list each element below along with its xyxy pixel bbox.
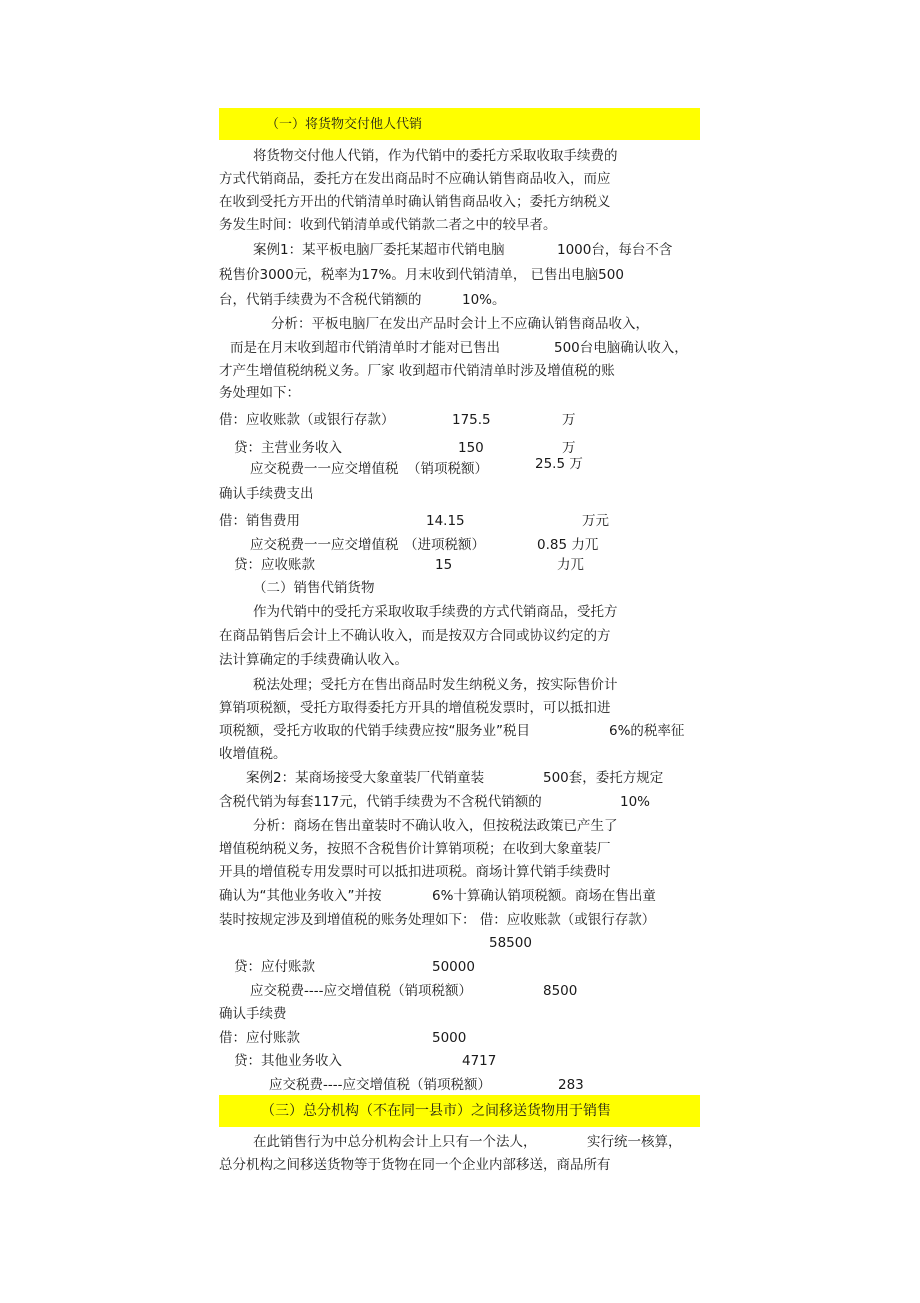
section3-heading: （三）总分机构（不在同一县市）之间移送货物用于销售 [261,1103,611,1119]
entry3-tax-label: 应交税费----应交增值税（销项税额） [250,983,472,999]
entry1-credit-unit: 万 [562,440,576,456]
case2-line1a: 案例2：某商场接受大象童装厂代销童装 [246,770,485,786]
analysis1-line1: 分析：平板电脑厂在发出产品时会计上不应确认销售商品收入， [271,316,649,332]
section1-para-line2: 方式代销商品，委托方在发出商品时不应确认销售商品收入，而应 [219,171,611,187]
entry3-credit-label: 贷：应付账款 [234,959,315,975]
analysis1-line2b: 500台电脑确认收入， [554,340,688,356]
section2-para2-line2: 算销项税额，受托方取得委托方开具的增值税发票时，可以抵扣进 [219,700,611,716]
analysis2-line4b: 6%十算确认销项税额。商场在售出童 [432,888,656,904]
section1-heading: （一）将货物交付他人代销 [266,117,423,132]
entry3-tax-amount: 8500 [543,983,578,999]
entry1-tax-label: 应交税费一一应交增值税 [250,461,399,477]
case2-line2a: 含税代销为每套117元，代销手续费为不含税代销额的 [219,794,542,810]
case1-line3b: 10%。 [462,292,506,308]
section1-para-line1: 将货物交付他人代销，作为代销中的委托方采取收取手续费的 [253,148,618,164]
entry4-tax-amount: 283 [558,1077,584,1093]
entry1-credit-amount: 150 [458,440,484,456]
case1-line3a: 台，代销手续费为不含税代销额的 [219,292,422,308]
entry2-credit-label: 贷：应收账款 [234,557,315,573]
analysis2-line3: 开具的增值税专用发票时可以抵扣进项税。商场计算代销手续费时 [219,864,611,880]
entry1-debit-unit: 万 [562,412,576,428]
analysis2-line5: 装时按规定涉及到增值税的账务处理如下： 借：应收账款（或银行存款） [219,912,656,928]
entry4-credit-amount: 4717 [462,1053,497,1069]
analysis1-line2a: 而是在月末收到超市代销清单时才能对已售出 [230,340,500,356]
section2-para1-line3: 法计算确定的手续费确认收入。 [219,652,408,668]
section2-para1-line1: 作为代销中的受托方采取收取手续费的方式代销商品，受托方 [253,604,618,620]
entry2-credit-amount: 15 [435,557,453,573]
case1-line1b: 1000台，每台不含 [557,242,673,258]
section2-para2-line3b: 6%的税率征 [609,723,685,739]
section2-para2-line4: 收增值税。 [219,746,287,762]
entry2-debit-amount: 14.15 [426,513,465,529]
entry2-tax-amount: 0.85 力兀 [537,537,599,553]
entry4-debit-label: 借：应付账款 [219,1030,300,1046]
fee2-title: 确认手续费 [219,1006,287,1022]
analysis2-line1: 分析：商场在售出童装时不确认收入，但按税法政策已产生了 [253,818,618,834]
case2-line1b: 500套，委托方规定 [543,770,664,786]
case1-line1a: 案例1：某平板电脑厂委托某超市代销电脑 [253,242,505,258]
section2-para2-line1: 税法处理；受托方在售出商品时发生纳税义务，按实际售价计 [253,677,618,693]
section3-line1b: 实行统一核算， [587,1134,682,1150]
entry2-debit-unit: 万元 [582,513,609,529]
entry1-tax-note: （销项税额） [407,461,488,477]
analysis2-line2: 增值税纳税义务，按照不含税售价计算销项税；在收到大象童装厂 [219,841,611,857]
entry2-tax-note: （进项税额） [404,537,485,553]
entry2-debit-label: 借：销售费用 [219,513,300,529]
entry1-credit-label: 贷：主营业务收入 [234,440,342,456]
analysis2-line4a: 确认为“其他业务收入”并按 [219,888,382,904]
entry2-credit-unit: 力兀 [557,557,584,573]
case1-line2: 税售价3000元，税率为17%。月末收到代销清单， 已售出电脑500 [219,267,624,283]
entry1-tax-amount: 25.5 万 [535,456,583,472]
section2-para1-line2: 在商品销售后会计上不确认收入，而是按双方合同或协议约定的方 [219,628,611,644]
entry4-debit-amount: 5000 [432,1030,467,1046]
fee1-title: 确认手续费支出 [219,486,314,502]
section3-line2: 总分机构之间移送货物等于货物在同一个企业内部移送，商品所有 [219,1157,611,1173]
entry4-credit-label: 贷：其他业务收入 [234,1053,342,1069]
analysis1-line4: 务处理如下： [219,385,300,401]
entry1-debit-label: 借：应收账款（或银行存款） [219,412,395,428]
section1-para-line4: 务发生时间：收到代销清单或代销款二者之中的较早者。 [219,217,557,233]
case2-line2b: 10% [620,794,651,810]
section3-line1a: 在此销售行为中总分机构会计上只有一个法人， [253,1134,537,1150]
section2-heading: （二）销售代销货物 [253,580,375,596]
entry3-credit-amount: 50000 [432,959,475,975]
analysis2-line6: 58500 [489,935,532,951]
entry1-debit-amount: 175.5 [452,412,491,428]
analysis1-line3: 才产生增值税纳税义务。厂家 收到超市代销清单时涉及增值税的账 [219,363,615,379]
section2-para2-line3a: 项税额，受托方收取的代销手续费应按“服务业”税目 [219,723,530,739]
entry4-tax-label: 应交税费----应交增值税（销项税额） [269,1077,491,1093]
section1-para-line3: 在收到受托方开出的代销清单时确认销售商品收入；委托方纳税义 [219,194,611,210]
entry2-tax-label: 应交税费一一应交增值税 [250,537,399,553]
